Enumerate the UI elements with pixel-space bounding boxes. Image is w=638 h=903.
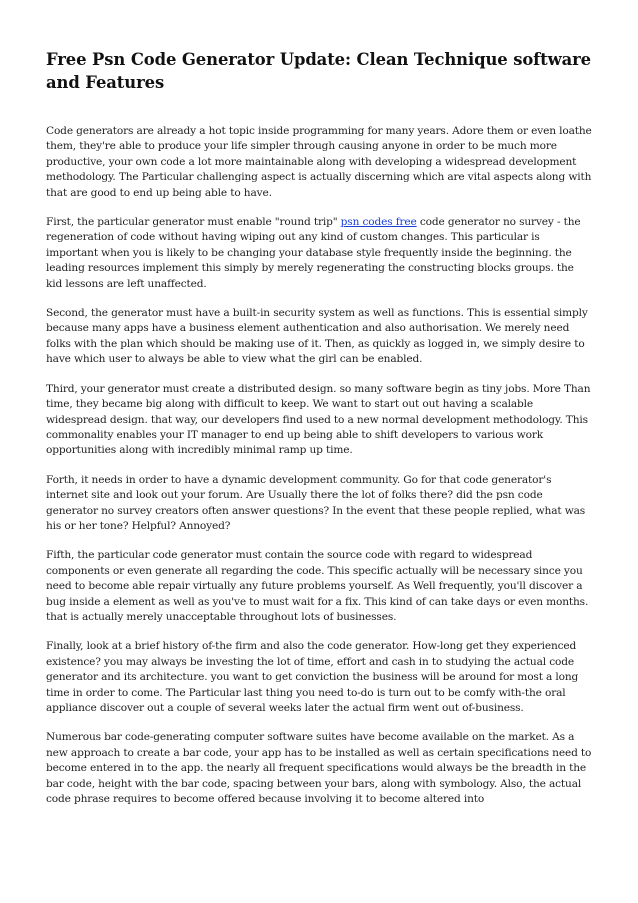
paragraph-community: Forth, it needs in order to have a dynamic development community. Go for that code generator's internet site and look out your forum. Are Usually there the lot of folks there? did the psn code generator no survey creators often answer questions? In the event that these people replied, what was his or her tone? Helpful? Annoyed?	[46, 473, 586, 532]
paragraph-round-trip	[46, 215, 592, 292]
paragraph-security: Second, the generator must have a built-in security system as well as functions. This is essential simply because many apps have a business element authentication and also authorisation. We merely need folks with the plan which should be making use of it. Then, as quickly as logged in, we simply desire to have which user to always be able to view what the girl can be enabled.	[46, 307, 588, 366]
paragraph-text-after-link: code generator no survey - the regeneration of code without having wiping out any kind of custom changes. This particular is important when you is likely to be changing your database style frequently inside the beginning. the leading resources implement this simply by merely regenerating the constructing blocks groups. the kid lessons are left unaffected.	[46, 216, 581, 290]
paragraph-source-code: Fifth, the particular code generator must contain the source code with regard to widespread components or even generate all regarding the code. This specific actually will be necessary since you need to become able repair virtually any future problems yourself. As Well frequently, you'll discover a bug inside a element as well as you've to must wait for a fix. This kind of can take days or even months. that is actually merely unacceptable throughout lots of businesses.	[46, 549, 589, 623]
paragraph-distributed-design: Third, your generator must create a distributed design. so many software begin as tiny jobs. More Than time, they became big along with difficult to keep. We want to start out out having a scalable widespread design. that way, our developers find used to a new normal development methodology. This commonality enables your IT manager to end up being able to shift developers to various work opportunities along with incredibly minimal ramp up time.	[46, 382, 591, 457]
paragraph-firm-history: Finally, look at a brief history of-the firm and also the code generator. How-long get they experienced existence? you may always be investing the lot of time, effort and cash in to studying the actual code generator and its architecture. you want to get conviction the business will be around for most a long time in order to come. The Particular last thing you need to-do is turn out to be comfy with-the oral appliance discover out a couple of several weeks later the actual firm went out of-business.	[46, 640, 579, 714]
document-page	[46, 48, 592, 821]
paragraph-text-before-link: First, the particular generator must enable "round trip"	[46, 216, 341, 229]
psn-codes-free-link[interactable]: psn codes free	[340, 216, 417, 229]
paragraph-bar-code: Numerous bar code-generating computer software suites have become available on the market. As a new approach to create a bar code, your app has to be installed as well as certain specifications need to become entered in to the app. the nearly all frequent specifications would always be the breadth in the bar code, height with the bar code, spacing between your bars, along with symbology. Also, the actual code phrase requires to become offered because involving it to become altered into	[46, 731, 592, 806]
document-title: Free Psn Code Generator Update: Clean Technique software and Features	[46, 50, 591, 92]
paragraph-intro: Code generators are already a hot topic inside programming for many years. Adore them or even loathe them, they're able to produce your life simpler through causing anyone in order to be much more productive, your own code a lot more maintainable along with developing a widespread development methodology. The Particular challenging aspect is actually discerning which are vital aspects along with that are good to end up being able to have.	[46, 125, 592, 199]
